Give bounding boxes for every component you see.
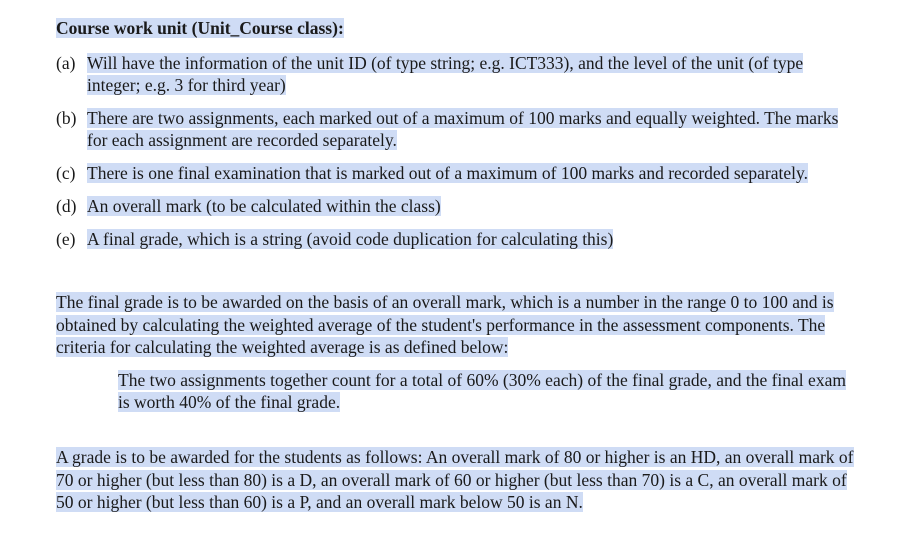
paragraph-text: A grade is to be awarded for the students as follows: An overall mark of 80 or higher is an HD, an overall mark of 70 or higher (but less than 80) is a D, an overall mark of 60 or higher (but less than 70) is a C, an overall mark of 50 or higher (but less than 60) is a P, and an overall mark below 50 is an N. (56, 447, 854, 512)
item-label: (e) (56, 229, 76, 249)
item-text: A final grade, which is a string (avoid code duplication for calculating this) (87, 229, 614, 249)
item-text: There is one final examination that is marked out of a maximum of 100 marks and recorded separately. (87, 163, 808, 183)
paragraph-text: The final grade is to be awarded on the basis of an overall mark, which is a number in the range 0 to 100 and is obtained by calculating the weighted average of the student's performance in the assessment components. The criteria for calculating the weighted average is as defined below: (56, 292, 834, 357)
heading-text: Course work unit (Unit_Course class): (56, 18, 344, 38)
item-label: (b) (56, 108, 77, 128)
criteria-text: The two assignments together count for a total of 60% (30% each) of the final grade, and the final exam is worth 40% of the final grade. (118, 370, 846, 412)
item-text: There are two assignments, each marked out of a maximum of 100 marks and equally weighted. The marks for each assignment are recorded separately. (87, 108, 839, 150)
weighting-criteria (118, 369, 858, 413)
item-label: (c) (56, 163, 76, 183)
item-label: (d) (56, 196, 77, 216)
grade-scale-paragraph (56, 446, 856, 514)
requirements-list (56, 52, 856, 261)
list-item (56, 162, 856, 184)
grade-basis-paragraph (56, 291, 856, 359)
list-item (56, 195, 856, 217)
item-text: Will have the information of the unit ID (of type string; e.g. ICT333), and the level of the unit (of type integer; e.g. 3 for third year) (87, 53, 804, 95)
list-item (56, 228, 856, 250)
list-item (56, 52, 856, 96)
list-item (56, 107, 856, 151)
item-text: An overall mark (to be calculated within the class) (87, 196, 441, 216)
item-label: (a) (56, 53, 76, 73)
section-heading (56, 15, 344, 41)
